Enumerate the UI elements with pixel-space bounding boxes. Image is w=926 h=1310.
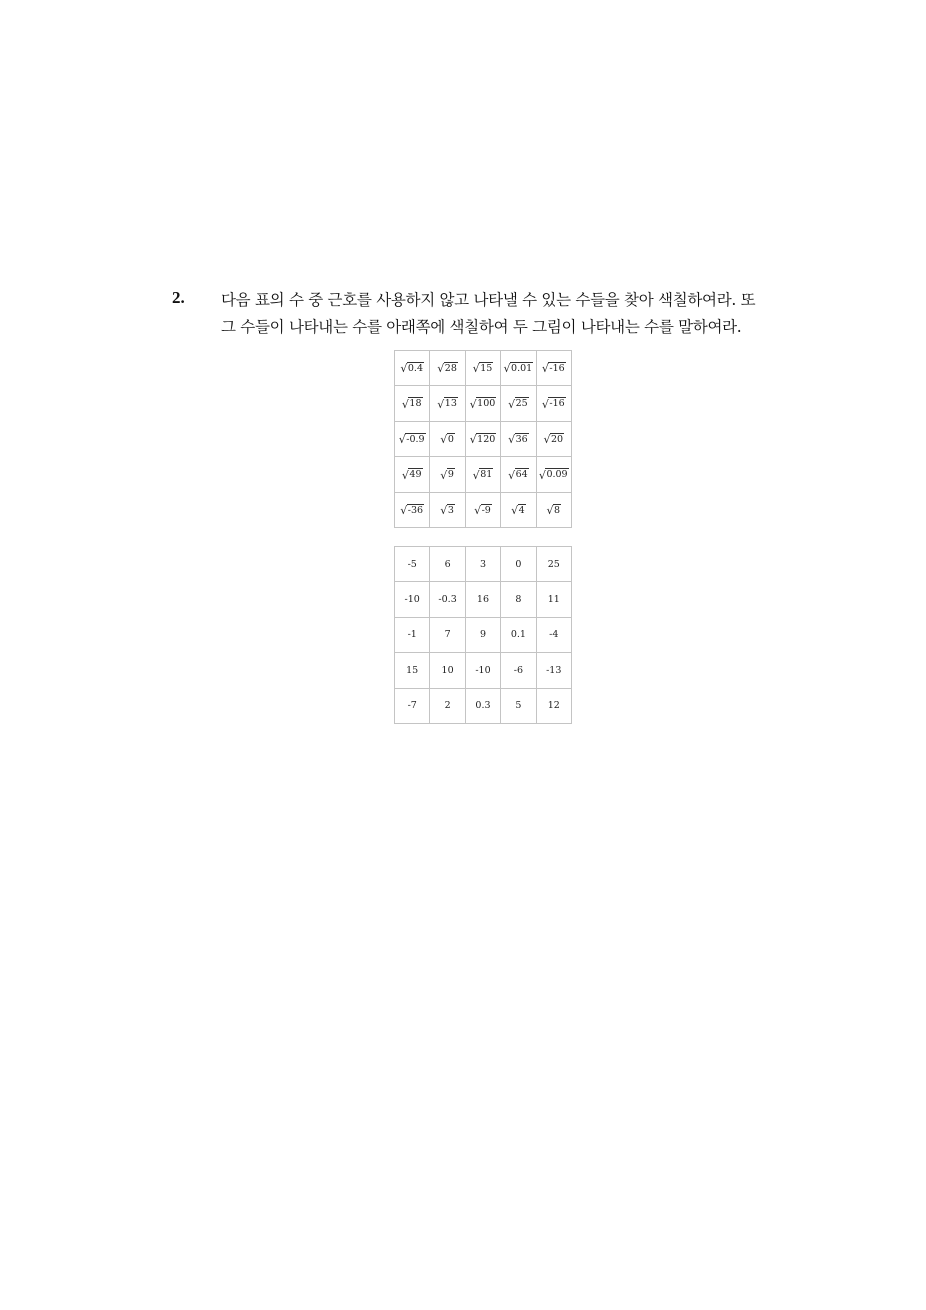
radical-sign: √ <box>400 504 408 517</box>
root-cell[interactable] <box>430 492 465 527</box>
radicand-value: -36 <box>407 504 424 516</box>
table-row <box>395 582 572 617</box>
square-root-expression <box>504 362 534 374</box>
cell-value: 7 <box>444 629 451 641</box>
root-cell[interactable] <box>430 457 465 492</box>
radicand-value: 0.09 <box>546 469 568 481</box>
root-cell[interactable] <box>465 457 500 492</box>
number-cell[interactable] <box>395 688 430 723</box>
radicand-value: -16 <box>549 398 565 410</box>
radical-sign: √ <box>400 362 408 376</box>
number-cell[interactable] <box>536 653 571 688</box>
radical-sign: √ <box>472 468 480 482</box>
cell-value: 16 <box>476 594 490 606</box>
root-cell[interactable] <box>536 421 571 456</box>
radicand-value: 13 <box>444 398 457 410</box>
cell-value: 5 <box>515 700 522 712</box>
radical-sign: √ <box>541 362 549 376</box>
square-root-expression <box>399 433 426 445</box>
number-cell[interactable] <box>430 688 465 723</box>
table-row <box>395 492 572 527</box>
radical-sign: √ <box>508 468 516 482</box>
table-row <box>395 386 572 421</box>
radicand-value: 8 <box>553 504 561 516</box>
radical-sign: √ <box>546 504 554 517</box>
radical-sign: √ <box>503 362 511 376</box>
cell-value: 3 <box>479 558 486 570</box>
radicand-value: 3 <box>447 504 454 516</box>
square-root-expression <box>400 504 424 516</box>
radicand-value: 25 <box>515 398 528 410</box>
number-cell[interactable] <box>430 547 465 582</box>
root-cell[interactable] <box>395 386 430 421</box>
cell-value: -13 <box>546 664 562 676</box>
square-root-expression <box>511 504 526 516</box>
root-cell[interactable] <box>430 351 465 386</box>
radicand-value: 64 <box>515 469 528 481</box>
radicand-value: 81 <box>480 469 493 481</box>
number-cell[interactable] <box>501 582 536 617</box>
radical-sign: √ <box>472 362 480 376</box>
radicand-value: 36 <box>515 433 528 445</box>
problem-text-line-2: 그 수들이 나타내는 수를 아래쪽에 색칠하여 두 그림이 나타내는 수를 말하여라. <box>221 318 742 336</box>
root-cell[interactable] <box>430 421 465 456</box>
number-cell[interactable] <box>536 582 571 617</box>
cell-value: 0.1 <box>510 629 526 641</box>
square-root-expression <box>542 397 566 409</box>
radicand-value: 15 <box>480 362 493 374</box>
cell-value: -10 <box>475 664 491 676</box>
number-table <box>394 546 572 724</box>
cell-value: 0.3 <box>475 700 491 712</box>
square-root-table <box>394 350 572 528</box>
radical-sign: √ <box>511 504 519 517</box>
radicand-value: 28 <box>444 362 457 374</box>
radicand-value: 20 <box>550 433 564 445</box>
root-cell[interactable] <box>501 421 536 456</box>
cell-value: 8 <box>515 594 522 606</box>
number-cell[interactable] <box>465 582 500 617</box>
root-cell[interactable] <box>536 351 571 386</box>
square-root-expression <box>440 433 455 445</box>
table-row <box>395 617 572 652</box>
cell-value: 10 <box>441 664 454 676</box>
square-root-expression <box>400 362 424 374</box>
table-row <box>395 421 572 456</box>
square-root-expression <box>539 468 569 480</box>
radicand-value: -16 <box>549 362 565 374</box>
number-cell[interactable] <box>465 688 500 723</box>
radical-sign: √ <box>437 362 445 376</box>
root-cell[interactable] <box>501 351 536 386</box>
square-root-expression <box>440 504 455 516</box>
root-cell[interactable] <box>536 492 571 527</box>
cell-value: -1 <box>407 629 417 641</box>
radical-sign: √ <box>469 433 477 447</box>
square-root-expression <box>508 468 529 480</box>
cell-value: 12 <box>547 700 560 712</box>
number-cell[interactable] <box>536 617 571 652</box>
radicand-value: -9 <box>481 504 491 516</box>
cell-value: 25 <box>547 558 560 570</box>
problem-statement <box>221 287 781 341</box>
problem-text-line-1: 다음 표의 수 중 근호를 사용하지 않고 나타낼 수 있는 수들을 찾아 색칠하여라. 또 <box>221 291 756 309</box>
radicand-value: 9 <box>447 469 454 481</box>
radical-sign: √ <box>469 397 477 411</box>
cell-value: -7 <box>407 700 417 712</box>
problem-number: 2. <box>172 288 185 307</box>
square-root-expression <box>470 397 497 409</box>
root-cell[interactable] <box>395 457 430 492</box>
table-row <box>395 547 572 582</box>
radicand-value: 4 <box>518 504 525 516</box>
radical-sign: √ <box>440 504 448 517</box>
square-root-expression <box>546 504 561 516</box>
radicand-value: 100 <box>477 398 496 410</box>
number-cell[interactable] <box>536 547 571 582</box>
number-cell[interactable] <box>501 688 536 723</box>
cell-value: -0.3 <box>438 594 457 606</box>
root-cell[interactable] <box>536 457 571 492</box>
number-cell[interactable] <box>430 582 465 617</box>
square-root-expression <box>473 468 494 480</box>
number-cell[interactable] <box>536 688 571 723</box>
number-cell[interactable] <box>501 653 536 688</box>
cell-value: -5 <box>407 558 417 570</box>
radical-sign: √ <box>440 468 448 482</box>
root-cell[interactable] <box>395 421 430 456</box>
table-row <box>395 653 572 688</box>
cell-value: 6 <box>444 558 451 570</box>
radicand-value: 18 <box>409 398 422 410</box>
square-root-expression <box>470 433 497 445</box>
radical-sign: √ <box>541 397 549 411</box>
radical-sign: √ <box>474 504 482 517</box>
root-cell[interactable] <box>501 457 536 492</box>
radical-sign: √ <box>437 397 445 411</box>
root-cell[interactable] <box>536 386 571 421</box>
cell-value: 2 <box>444 700 451 712</box>
radical-sign: √ <box>543 433 551 447</box>
number-cell[interactable] <box>430 617 465 652</box>
cell-value: -4 <box>549 629 559 641</box>
number-cell[interactable] <box>395 653 430 688</box>
radicand-value: 0.4 <box>407 362 423 374</box>
radicand-value: -0.9 <box>406 433 425 445</box>
radicand-value: 49 <box>409 469 422 481</box>
square-root-expression <box>440 468 455 480</box>
number-cell[interactable] <box>465 653 500 688</box>
root-cell[interactable] <box>501 492 536 527</box>
square-root-expression <box>437 397 458 409</box>
cell-value: -6 <box>513 664 523 676</box>
number-cell[interactable] <box>465 547 500 582</box>
number-cell[interactable] <box>395 617 430 652</box>
radical-sign: √ <box>538 468 546 482</box>
cell-value: 9 <box>479 629 486 641</box>
square-root-expression <box>402 397 423 409</box>
radical-sign: √ <box>508 433 516 447</box>
number-cell[interactable] <box>395 547 430 582</box>
radical-sign: √ <box>401 468 409 482</box>
table-row <box>395 688 572 723</box>
table-row <box>395 457 572 492</box>
number-cell[interactable] <box>465 617 500 652</box>
number-cell[interactable] <box>501 547 536 582</box>
square-root-expression <box>473 362 494 374</box>
root-cell[interactable] <box>465 386 500 421</box>
root-cell[interactable] <box>430 386 465 421</box>
square-root-expression <box>543 433 564 445</box>
square-root-expression <box>508 397 529 409</box>
root-cell[interactable] <box>465 421 500 456</box>
root-cell[interactable] <box>465 351 500 386</box>
cell-value: 11 <box>547 594 560 606</box>
square-root-expression <box>474 504 492 516</box>
radical-sign: √ <box>401 397 409 411</box>
radicand-value: 120 <box>477 433 496 445</box>
number-cell[interactable] <box>501 617 536 652</box>
radicand-value: 0 <box>447 433 454 445</box>
radical-sign: √ <box>508 397 516 411</box>
radical-sign: √ <box>440 433 448 447</box>
table-row <box>395 351 572 386</box>
square-root-expression <box>402 468 423 480</box>
root-cell[interactable] <box>395 492 430 527</box>
number-cell[interactable] <box>395 582 430 617</box>
cell-value: -10 <box>404 594 420 606</box>
square-root-expression <box>508 433 529 445</box>
radical-sign: √ <box>398 433 406 447</box>
square-root-expression <box>542 362 566 374</box>
root-cell[interactable] <box>501 386 536 421</box>
root-cell[interactable] <box>465 492 500 527</box>
root-cell[interactable] <box>395 351 430 386</box>
number-cell[interactable] <box>430 653 465 688</box>
radicand-value: 0.01 <box>511 362 533 374</box>
square-root-expression <box>437 362 458 374</box>
cell-value: 15 <box>406 664 419 676</box>
cell-value: 0 <box>515 558 522 570</box>
